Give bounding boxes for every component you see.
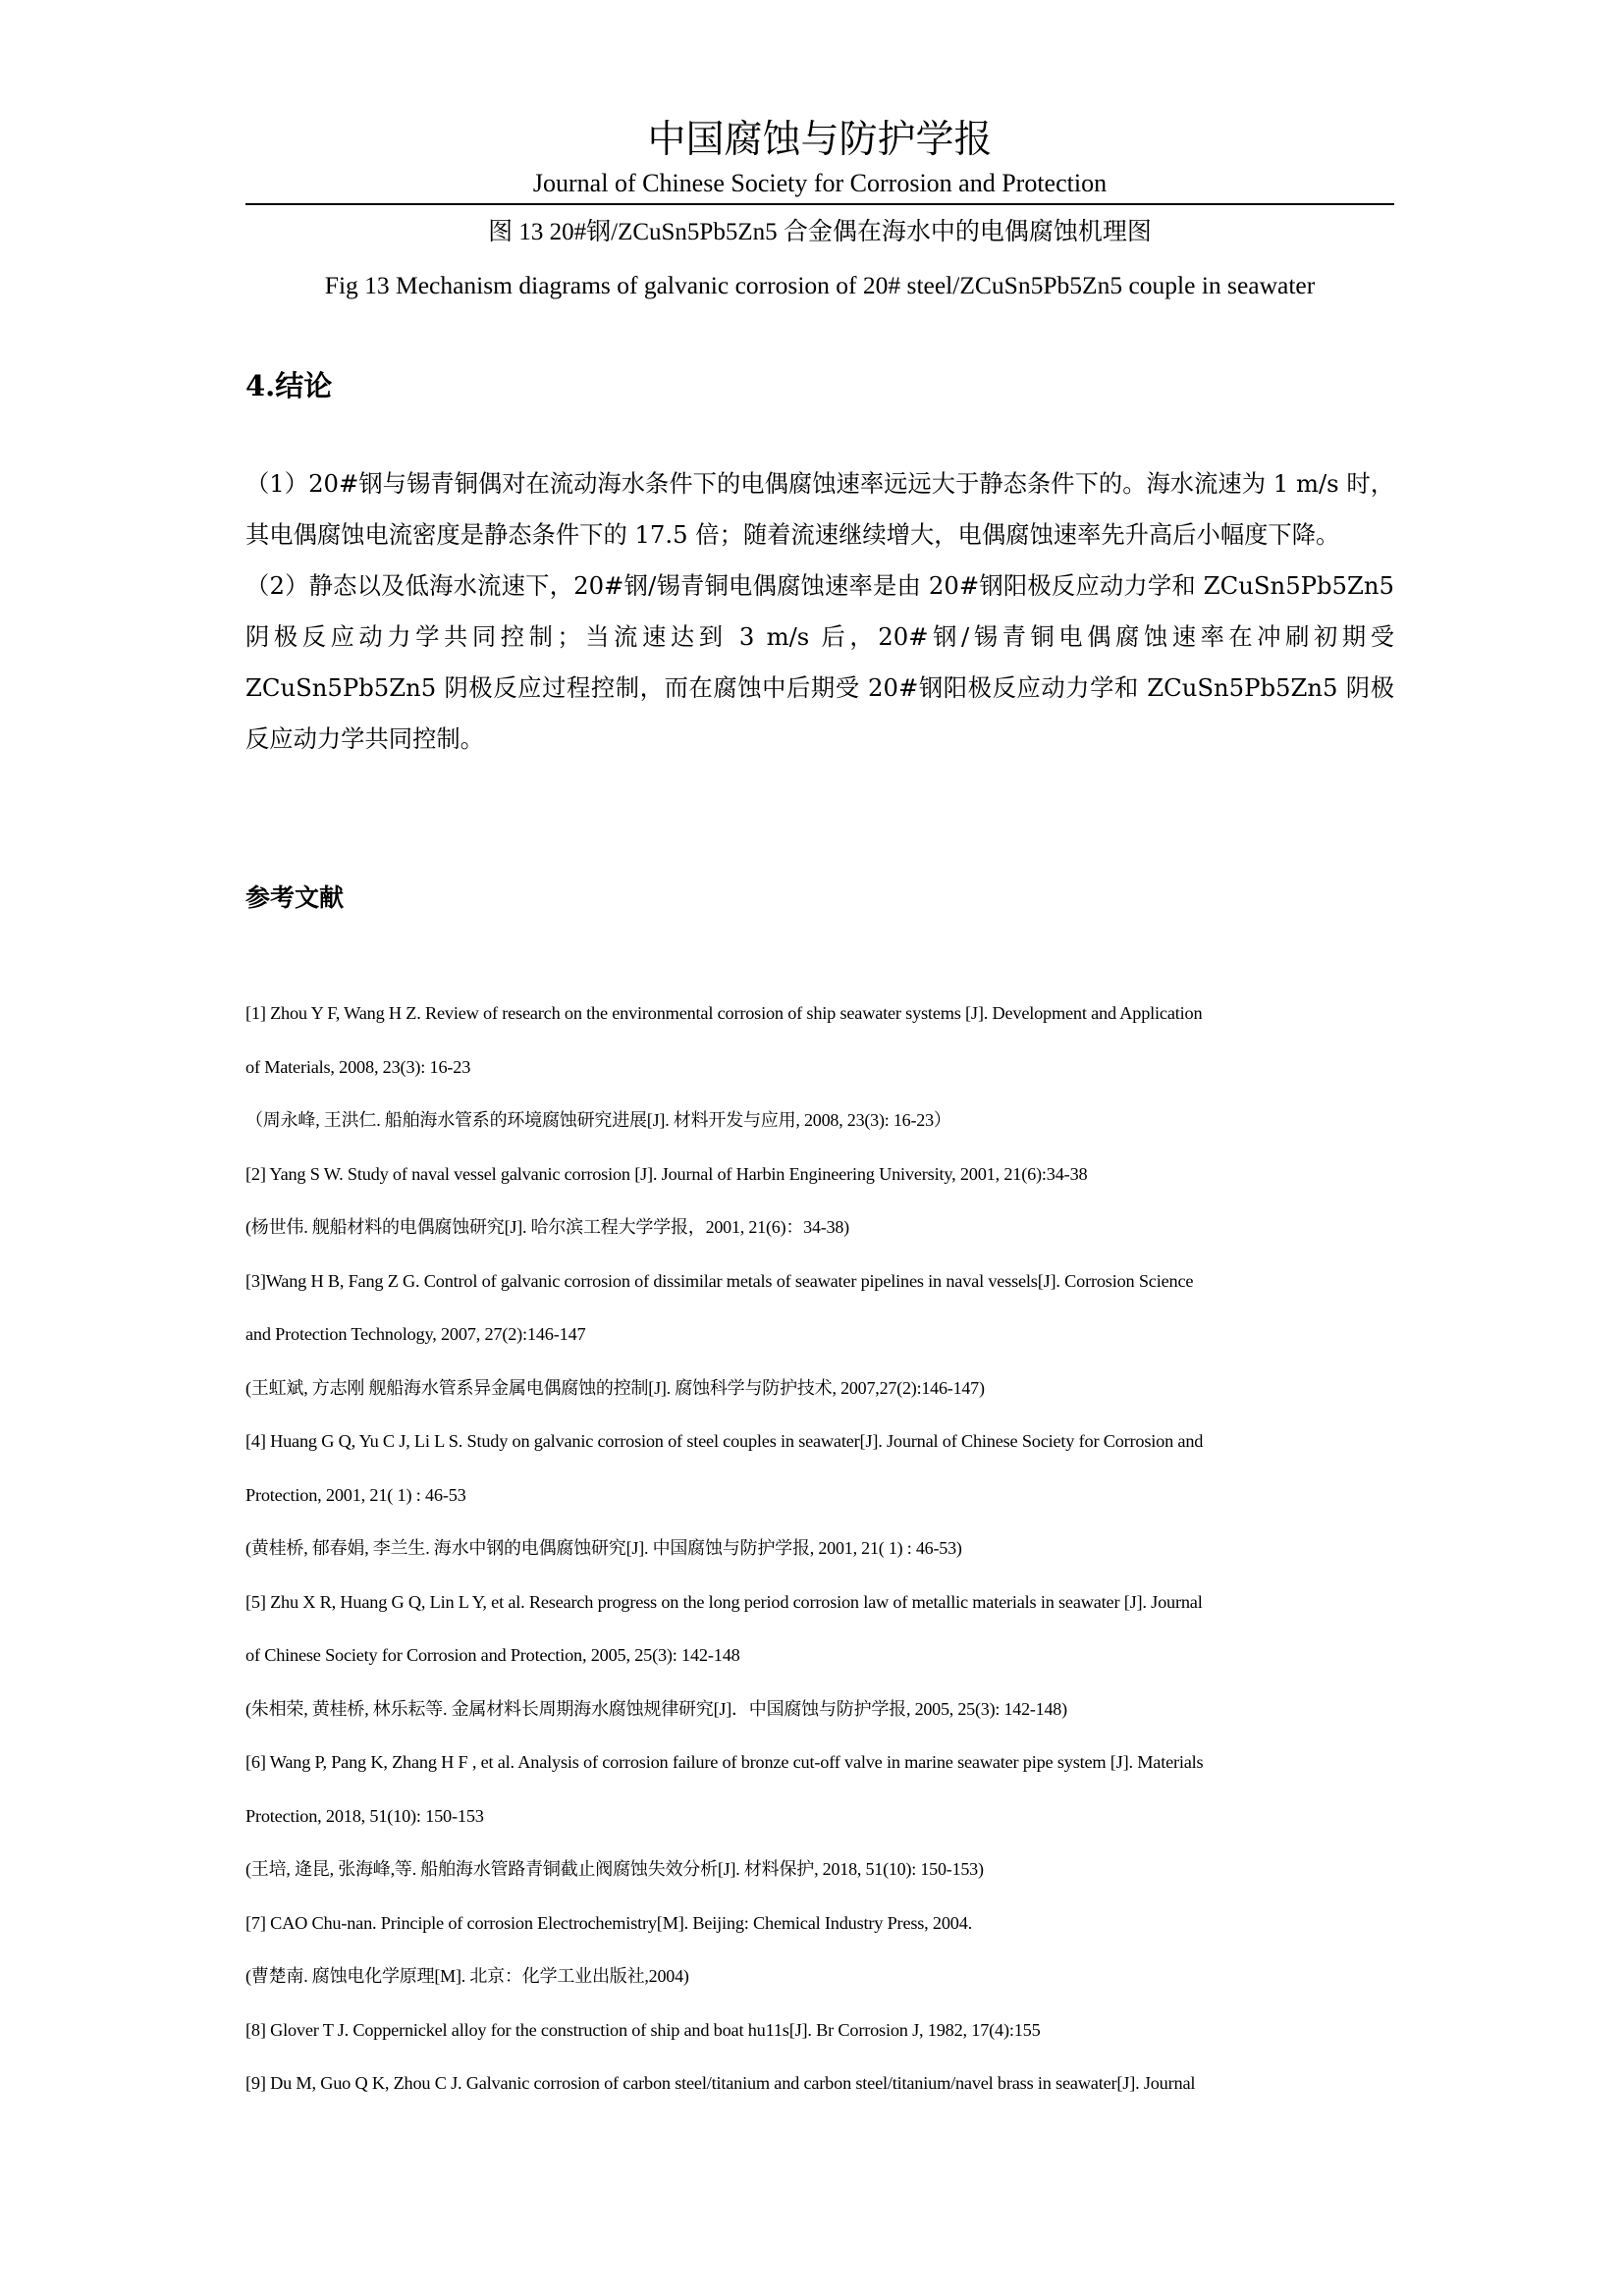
conclusion-paragraph-2: （2）静态以及低海水流速下，20#钢/锡青铜电偶腐蚀速率是由 20#钢阳极反应动力学和 ZCuSn5Pb5Zn5 阴极反应动力学共同控制；当流速达到 3 m/s 后，20#钢/锡青铜电偶腐蚀速率在冲刷初期受 ZCuSn5Pb5Zn5 阴极反应过程控制，而在腐蚀中后期受 20#钢阳极反应动力学和 ZCuSn5Pb5Zn5 阴极反应动力学共同控制。 [245,571,1394,753]
reference-line: （周永峰, 王洪仁. 船舶海水管系的环境腐蚀研究进展[J]. 材料开发与应用, 2008, 23(3): 16-23） [245,1110,951,1130]
figure-caption-en: Fig 13 Mechanism diagrams of galvanic corrosion of 20# steel/ZCuSn5Pb5Zn5 couple in seawater [324,271,1316,299]
reference-line: [7] CAO Chu-nan. Principle of corrosion Electrochemistry[M]. Beijing: Chemical Industry Press, 2004. [245,1912,973,1933]
reference-line: and Protection Technology, 2007, 27(2):146-147 [245,1324,586,1344]
reference-line: [5] Zhu X R, Huang G Q, Lin L Y, et al. Research progress on the long period corrosion law of metallic materials in seawater [J]. Journal [245,1591,1203,1612]
conclusion-heading: 4.结论 [245,369,333,402]
reference-line: (王培, 逄昆, 张海峰,等. 船舶海水管路青铜截止阀腐蚀失效分析[J]. 材料保护, 2018, 51(10): 150-153) [245,1859,984,1879]
reference-line: [9] Du M, Guo Q K, Zhou C J. Galvanic corrosion of carbon steel/titanium and carbon steel/titanium/navel brass in seawater[J]. Journal [245,2073,1196,2093]
reference-line: [6] Wang P, Pang K, Zhang H F , et al. Analysis of corrosion failure of bronze cut-off valve in marine seawater pipe system [J]. Materials [245,1752,1204,1772]
references-heading: 参考文献 [245,883,345,912]
reference-line: [1] Zhou Y F, Wang H Z. Review of research on the environmental corrosion of ship seawater systems [J]. Development and Application [245,1003,1203,1023]
reference-line: Protection, 2018, 51(10): 150-153 [245,1805,484,1826]
reference-line: (杨世伟. 舰船材料的电偶腐蚀研究[J]. 哈尔滨工程大学学报，2001, 21(6)：34-38) [245,1217,849,1237]
conclusion-paragraph-1: （1）20#钢与锡青铜偶对在流动海水条件下的电偶腐蚀速率远远大于静态条件下的。海水流速为 1 m/s 时，其电偶腐蚀电流密度是静态条件下的 17.5 倍；随着流速继续增大，电偶腐蚀速率先升高后小幅度下降。 [245,469,1394,549]
paper-page [245,0,1394,2296]
reference-line: [4] Huang G Q, Yu C J, Li L S. Study on galvanic corrosion of steel couples in seawater[J]. Journal of Chinese Society for Corrosion and [245,1431,1204,1451]
reference-line: (王虹斌, 方志刚 舰船海水管系异金属电偶腐蚀的控制[J]. 腐蚀科学与防护技术, 2007,27(2):146-147) [245,1377,985,1398]
journal-title-cn: 中国腐蚀与防护学报 [647,118,993,162]
reference-line: of Chinese Society for Corrosion and Protection, 2005, 25(3): 142-148 [245,1645,740,1665]
journal-title-en: Journal of Chinese Society for Corrosion and Protection [532,169,1108,197]
reference-line: [2] Yang S W. Study of naval vessel galvanic corrosion [J]. Journal of Harbin Engineering University, 2001, 21(6):34-38 [245,1163,1088,1184]
conclusion-body [245,458,1394,765]
figure-caption-cn: 图 13 20#钢/ZCuSn5Pb5Zn5 合金偶在海水中的电偶腐蚀机理图 [488,219,1152,245]
reference-line: Protection, 2001, 21( 1) : 46-53 [245,1484,466,1505]
reference-list [245,987,1394,2110]
reference-line: of Materials, 2008, 23(3): 16-23 [245,1056,471,1077]
reference-line: (黄桂桥, 郁春娟, 李兰生. 海水中钢的电偶腐蚀研究[J]. 中国腐蚀与防护学报, 2001, 21( 1) : 46-53) [245,1538,962,1558]
reference-line: (朱相荣, 黄桂桥, 林乐耘等. 金属材料长周期海水腐蚀规律研究[J]．中国腐蚀与防护学报, 2005, 25(3): 142-148) [245,1698,1067,1719]
header-divider [245,203,1394,205]
reference-line: [3]Wang H B, Fang Z G. Control of galvanic corrosion of dissimilar metals of seawater pipelines in naval vessels[J]. Corrosion Science [245,1270,1194,1291]
reference-line: [8] Glover T J. Coppernickel alloy for the construction of ship and boat hu11s[J]. Br Corrosion J, 1982, 17(4):155 [245,2019,1041,2040]
reference-line: (曹楚南. 腐蚀电化学原理[M]. 北京：化学工业出版社,2004) [245,1966,689,1986]
